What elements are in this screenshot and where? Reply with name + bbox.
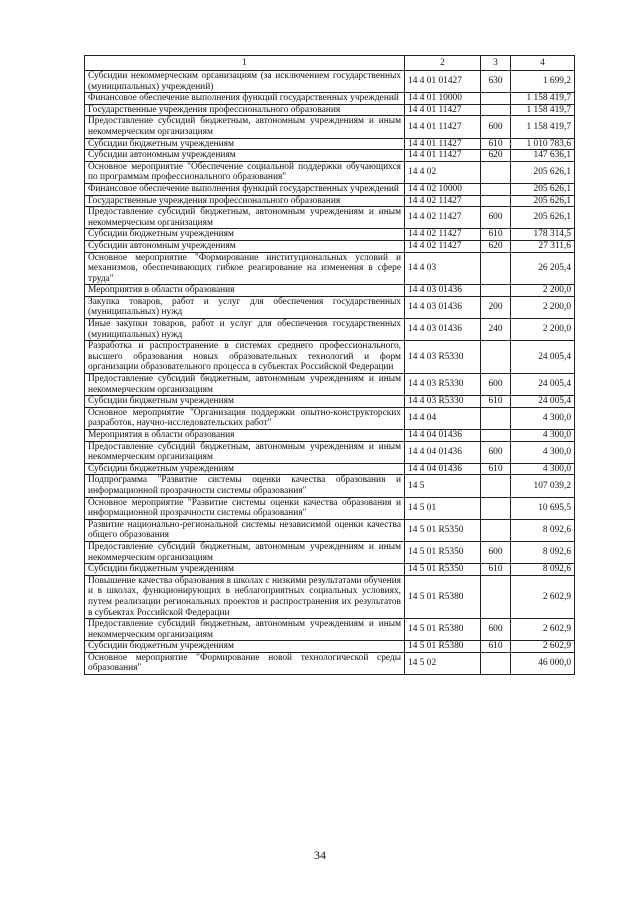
row-amount-cell: 8 092,6: [511, 541, 575, 563]
row-code-cell: 14 4 04 01436: [405, 463, 481, 475]
row-code-cell: 14 4 03 01436: [405, 296, 481, 318]
row-amount-cell: 2 200,0: [511, 285, 575, 297]
row-amount-cell: 1 158 419,7: [511, 116, 575, 138]
row-code-cell: 14 5 01: [405, 497, 481, 519]
row-amount-cell: 10 695,5: [511, 497, 575, 519]
row-code-cell: 14 4 02 11427: [405, 240, 481, 252]
row-type-cell: 620: [481, 240, 511, 252]
table-row: [85, 161, 575, 183]
header-col-3: 3: [481, 56, 511, 71]
row-type-cell: [481, 497, 511, 519]
row-code-cell: 14 4 02 11427: [405, 207, 481, 229]
table-row: [85, 240, 575, 252]
table-row: [85, 285, 575, 297]
row-amount-cell: 205 626,1: [511, 195, 575, 207]
row-code-cell: 14 5 01 R5350: [405, 564, 481, 576]
table-row: [85, 104, 575, 116]
table-row: [85, 138, 575, 150]
row-type-cell: [481, 575, 511, 618]
table-row: [85, 497, 575, 519]
header-col-4: 4: [511, 56, 575, 71]
row-amount-cell: 27 311,6: [511, 240, 575, 252]
table-row: [85, 71, 575, 93]
table-row: [85, 564, 575, 576]
table-row: [85, 541, 575, 563]
table-row: [85, 652, 575, 674]
row-name-cell: Субсидии бюджетным учреждениям: [85, 564, 405, 576]
row-type-cell: 610: [481, 396, 511, 408]
row-code-cell: 14 4 02 11427: [405, 229, 481, 241]
row-type-cell: 240: [481, 319, 511, 341]
row-amount-cell: 24 005,4: [511, 341, 575, 374]
row-type-cell: [481, 161, 511, 183]
row-name-cell: Основное мероприятие "Формирование институциональных условий и механизмов, обеспечивающих гибкое реагирование на изменения в сфере труда": [85, 252, 405, 285]
row-name-cell: Субсидии автономным учреждениям: [85, 150, 405, 162]
row-name-cell: Закупка товаров, работ и услуг для обеспечения государственных (муниципальных) нужд: [85, 296, 405, 318]
row-name-cell: Основное мероприятие "Обеспечение социальной поддержки обучающихся по программам профессионального образования": [85, 161, 405, 183]
header-col-2: 2: [405, 56, 481, 71]
row-name-cell: Мероприятия в области образования: [85, 285, 405, 297]
row-amount-cell: 1 010 783,6: [511, 138, 575, 150]
row-type-cell: 610: [481, 138, 511, 150]
table-row: [85, 374, 575, 396]
row-amount-cell: 1 158 419,7: [511, 104, 575, 116]
row-code-cell: 14 5 01 R5350: [405, 519, 481, 541]
table-row: [85, 207, 575, 229]
row-code-cell: 14 4 02 11427: [405, 195, 481, 207]
row-name-cell: Субсидии автономным учреждениям: [85, 240, 405, 252]
table-row: [85, 641, 575, 653]
row-name-cell: Субсидии бюджетным учреждениям: [85, 138, 405, 150]
row-code-cell: 14 4 03 01436: [405, 319, 481, 341]
table-row: [85, 296, 575, 318]
row-type-cell: 600: [481, 441, 511, 463]
row-amount-cell: 4 300,0: [511, 407, 575, 429]
row-code-cell: 14 4 01 11427: [405, 138, 481, 150]
budget-table-container: [84, 55, 574, 675]
row-amount-cell: 1 699,2: [511, 71, 575, 93]
header-col-1: 1: [85, 56, 405, 71]
table-row: [85, 430, 575, 442]
row-name-cell: Развитие национально-региональной системы независимой оценки качества общего образования: [85, 519, 405, 541]
row-name-cell: Субсидии бюджетным учреждениям: [85, 641, 405, 653]
row-type-cell: 610: [481, 641, 511, 653]
row-amount-cell: 1 158 419,7: [511, 93, 575, 105]
table-row: [85, 396, 575, 408]
row-name-cell: Предоставление субсидий бюджетным, автономным учреждениям и иным некоммерческим организациям: [85, 374, 405, 396]
row-code-cell: 14 4 02 10000: [405, 183, 481, 195]
row-amount-cell: 2 602,9: [511, 641, 575, 653]
row-name-cell: Субсидии бюджетным учреждениям: [85, 396, 405, 408]
table-body: [85, 71, 575, 675]
row-type-cell: [481, 652, 511, 674]
row-type-cell: 630: [481, 71, 511, 93]
row-code-cell: 14 5 01 R5380: [405, 575, 481, 618]
row-name-cell: Финансовое обеспечение выполнения функций государственных учреждений: [85, 183, 405, 195]
row-code-cell: 14 4 03 01436: [405, 285, 481, 297]
row-name-cell: Предоставление субсидий бюджетным, автономным учреждениям и иным некоммерческим организациям: [85, 207, 405, 229]
row-type-cell: [481, 519, 511, 541]
row-code-cell: 14 4 03 R5330: [405, 341, 481, 374]
row-amount-cell: 24 005,4: [511, 396, 575, 408]
row-name-cell: Основное мероприятие "Организация поддержки опытно-конструкторских разработок, научно-исследовательских работ": [85, 407, 405, 429]
row-name-cell: Субсидии некоммерческим организациям (за исключением государственных (муниципальных) учреждений): [85, 71, 405, 93]
row-type-cell: [481, 285, 511, 297]
row-name-cell: Государственные учреждения профессионального образования: [85, 104, 405, 116]
row-name-cell: Основное мероприятие "Формирование новой технологической среды образования": [85, 652, 405, 674]
row-name-cell: Иные закупки товаров, работ и услуг для обеспечения государственных (муниципальных) нужд: [85, 319, 405, 341]
table-row: [85, 341, 575, 374]
row-amount-cell: 205 626,1: [511, 161, 575, 183]
row-type-cell: 610: [481, 463, 511, 475]
row-amount-cell: 2 200,0: [511, 319, 575, 341]
row-type-cell: [481, 252, 511, 285]
row-amount-cell: 8 092,6: [511, 519, 575, 541]
row-code-cell: 14 5 02: [405, 652, 481, 674]
row-code-cell: 14 4 04 01436: [405, 430, 481, 442]
page-number: 34: [314, 848, 326, 862]
row-code-cell: 14 5: [405, 475, 481, 497]
row-code-cell: 14 4 04 01436: [405, 441, 481, 463]
row-amount-cell: 4 300,0: [511, 441, 575, 463]
row-type-cell: 610: [481, 564, 511, 576]
row-amount-cell: 46 000,0: [511, 652, 575, 674]
row-amount-cell: 178 314,5: [511, 229, 575, 241]
row-name-cell: Повышение качества образования в школах с низкими результатами обучения и в школах, функционирующих в неблагоприятных социальных условиях, путем реализации региональных проектов и распространения их результатов в субъектах Российской Федерации: [85, 575, 405, 618]
row-type-cell: 620: [481, 150, 511, 162]
row-name-cell: Финансовое обеспечение выполнения функций государственных учреждений: [85, 93, 405, 105]
row-name-cell: Субсидии бюджетным учреждениям: [85, 229, 405, 241]
row-name-cell: Предоставление субсидий бюджетным, автономным учреждениям и иным некоммерческим организациям: [85, 116, 405, 138]
row-type-cell: 600: [481, 207, 511, 229]
row-code-cell: 14 4 01 10000: [405, 93, 481, 105]
row-amount-cell: 2 602,9: [511, 575, 575, 618]
table-row: [85, 229, 575, 241]
row-type-cell: [481, 93, 511, 105]
row-type-cell: [481, 407, 511, 429]
row-code-cell: 14 4 02: [405, 161, 481, 183]
table-row: [85, 407, 575, 429]
row-code-cell: 14 4 01 01427: [405, 71, 481, 93]
row-type-cell: 600: [481, 116, 511, 138]
row-type-cell: [481, 430, 511, 442]
table-row: [85, 195, 575, 207]
budget-table: [84, 55, 575, 675]
table-row: [85, 463, 575, 475]
row-name-cell: Предоставление субсидий бюджетным, автономным учреждениям и иным некоммерческим организациям: [85, 541, 405, 563]
row-amount-cell: 205 626,1: [511, 183, 575, 195]
row-code-cell: 14 4 04: [405, 407, 481, 429]
row-amount-cell: 4 300,0: [511, 463, 575, 475]
table-header-row: [85, 56, 575, 71]
table-row: [85, 519, 575, 541]
table-row: [85, 93, 575, 105]
table-row: [85, 183, 575, 195]
table-row: [85, 319, 575, 341]
row-name-cell: Предоставление субсидий бюджетным, автономным учреждениям и иным некоммерческим организациям: [85, 441, 405, 463]
row-name-cell: Предоставление субсидий бюджетным, автономным учреждениям и иным некоммерческим организациям: [85, 619, 405, 641]
table-row: [85, 441, 575, 463]
table-row: [85, 575, 575, 618]
row-amount-cell: 2 602,9: [511, 619, 575, 641]
row-type-cell: 610: [481, 229, 511, 241]
table-row: [85, 150, 575, 162]
row-amount-cell: 4 300,0: [511, 430, 575, 442]
row-amount-cell: 2 200,0: [511, 296, 575, 318]
row-amount-cell: 107 039,2: [511, 475, 575, 497]
row-name-cell: Государственные учреждения профессионального образования: [85, 195, 405, 207]
row-code-cell: 14 4 01 11427: [405, 104, 481, 116]
row-code-cell: 14 5 01 R5380: [405, 619, 481, 641]
row-type-cell: [481, 341, 511, 374]
row-code-cell: 14 4 03 R5330: [405, 374, 481, 396]
table-row: [85, 116, 575, 138]
row-type-cell: [481, 104, 511, 116]
row-code-cell: 14 4 01 11427: [405, 150, 481, 162]
table-row: [85, 475, 575, 497]
row-amount-cell: 147 636,1: [511, 150, 575, 162]
row-code-cell: 14 5 01 R5350: [405, 541, 481, 563]
row-type-cell: 600: [481, 541, 511, 563]
row-code-cell: 14 4 03: [405, 252, 481, 285]
row-amount-cell: 26 205,4: [511, 252, 575, 285]
row-name-cell: Основное мероприятие "Развитие системы оценки качества образования и информационной прозрачности системы образования": [85, 497, 405, 519]
row-amount-cell: 24 005,4: [511, 374, 575, 396]
row-type-cell: [481, 195, 511, 207]
row-name-cell: Субсидии бюджетным учреждениям: [85, 463, 405, 475]
row-type-cell: 200: [481, 296, 511, 318]
row-type-cell: [481, 475, 511, 497]
row-type-cell: 600: [481, 374, 511, 396]
row-code-cell: 14 5 01 R5380: [405, 641, 481, 653]
row-code-cell: 14 4 03 R5330: [405, 396, 481, 408]
row-amount-cell: 8 092,6: [511, 564, 575, 576]
row-type-cell: [481, 183, 511, 195]
table-row: [85, 619, 575, 641]
row-name-cell: Мероприятия в области образования: [85, 430, 405, 442]
table-row: [85, 252, 575, 285]
row-name-cell: Подпрограмма "Развитие системы оценки качества образования и информационной прозрачности системы образования": [85, 475, 405, 497]
row-name-cell: Разработка и распространение в системах среднего профессионального, высшего образования новых образовательных технологий и форм организации образовательного процесса в субъектах Российской Федерации: [85, 341, 405, 374]
row-type-cell: 600: [481, 619, 511, 641]
row-code-cell: 14 4 01 11427: [405, 116, 481, 138]
row-amount-cell: 205 626,1: [511, 207, 575, 229]
